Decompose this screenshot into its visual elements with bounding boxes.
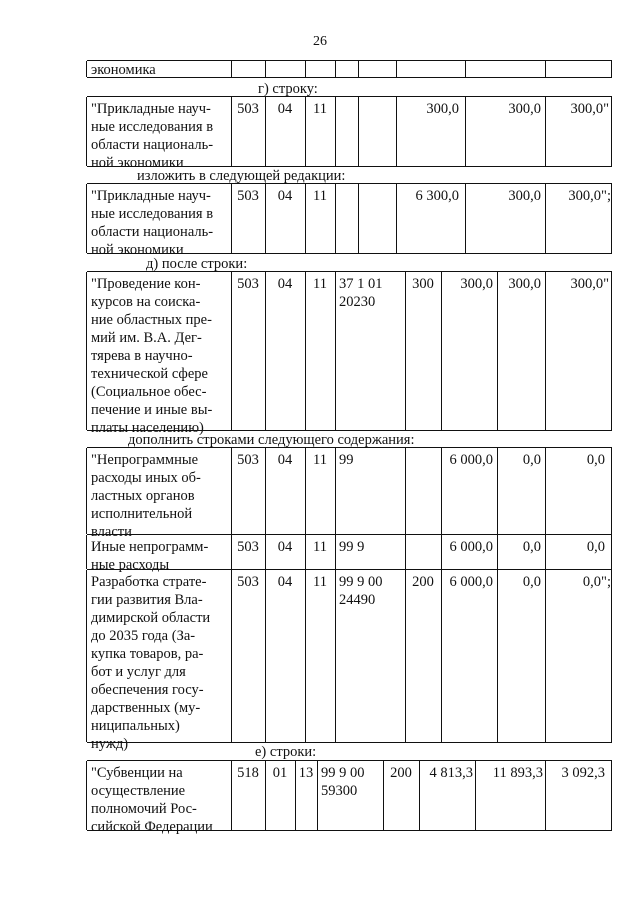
cell-pr: 11 xyxy=(313,452,327,468)
cell-gr: 503 xyxy=(237,276,259,292)
row-name: Разработка страте- гии развития Вла- димирской области до 2035 года (За- купка товаров, ра- бот и услуг для обеспечения госу- дарственных (му- ниципальных) нужд) xyxy=(91,574,211,752)
cell-sum-2: 300,0 xyxy=(508,276,541,292)
table-row xyxy=(87,96,612,171)
instruction-text: е) строки: xyxy=(255,744,317,760)
table-row xyxy=(87,447,612,540)
cell-gr: 503 xyxy=(237,188,259,204)
cell-pr: 11 xyxy=(313,276,327,292)
cell-rz: 04 xyxy=(277,574,293,590)
row-name: "Субвенции на осуществление полномочий Рос- сийской Федерации xyxy=(91,765,213,835)
cell-cs: 99 xyxy=(339,452,354,468)
cell-gr: 503 xyxy=(237,452,259,468)
cell-sum-2: 0,0 xyxy=(522,539,541,555)
table-row xyxy=(87,534,612,573)
instruction-text: г) строку: xyxy=(258,81,318,97)
cell-sum-3: 0,0 xyxy=(586,452,605,468)
cell-gr: 503 xyxy=(237,539,259,555)
cell-pr: 11 xyxy=(313,539,327,555)
cell-sum-2: 300,0 xyxy=(508,188,541,204)
cell-rz: 04 xyxy=(277,452,293,468)
cell-vr: 200 xyxy=(390,765,412,781)
cell-rz: 04 xyxy=(277,101,293,117)
cell-cs: 37 1 01 20230 xyxy=(339,276,383,310)
row-name: "Непрограммные расходы иных об- ластных органов исполнительной власти xyxy=(91,452,201,540)
cell-vr: 300 xyxy=(412,276,434,292)
cell-sum-3: 3 092,3 xyxy=(561,765,605,781)
cell-sum-2: 0,0 xyxy=(522,452,541,468)
cell-sum-1: 300,0 xyxy=(460,276,493,292)
instruction-text: дополнить строками следующего содержания: xyxy=(128,432,415,448)
instruction-text: д) после строки: xyxy=(146,256,248,272)
row-name: "Проведение кон- курсов на соиска- ние областных пре- мий им. В.А. Дег- тярева в научно- технической сфере (Социальное обес- печение и иные вы- платы населению) xyxy=(91,276,213,436)
cell-gr: 503 xyxy=(237,101,259,117)
cell-pr: 11 xyxy=(313,188,327,204)
table-row xyxy=(87,183,612,258)
cell-sum-3: 0,0 xyxy=(586,539,605,555)
cell-sum-1: 4 813,3 xyxy=(429,765,473,781)
cell-rz: 01 xyxy=(272,765,288,781)
cell-cs: 99 9 xyxy=(339,539,365,555)
cell-sum-1: 6 000,0 xyxy=(449,539,493,555)
cell-gr: 503 xyxy=(237,574,259,590)
cell-pr: 11 xyxy=(313,101,327,117)
cell-sum-2: 11 893,3 xyxy=(492,765,543,781)
row-name: экономика xyxy=(91,62,156,78)
cell-sum-3: 0,0"; xyxy=(582,574,611,590)
page-number: 26 xyxy=(313,34,327,49)
cell-sum-1: 300,0 xyxy=(426,101,459,117)
cell-cs: 99 9 00 24490 xyxy=(339,574,383,608)
cell-cs: 99 9 00 59300 xyxy=(321,765,365,799)
cell-sum-1: 6 000,0 xyxy=(449,574,493,590)
cell-rz: 04 xyxy=(277,539,293,555)
cell-sum-2: 300,0 xyxy=(508,101,541,117)
cell-sum-3: 300,0"; xyxy=(568,188,611,204)
table-row xyxy=(87,760,612,835)
cell-sum-1: 6 300,0 xyxy=(415,188,459,204)
cell-vr: 200 xyxy=(412,574,434,590)
instruction-text: изложить в следующей редакции: xyxy=(137,168,346,184)
table-row xyxy=(87,60,612,78)
cell-gr: 518 xyxy=(237,765,259,781)
cell-pr: 13 xyxy=(298,765,314,781)
cell-sum-3: 300,0" xyxy=(570,101,609,117)
row-name: "Прикладные науч- ные исследования в области националь- ной экономики xyxy=(91,101,214,171)
row-name: "Прикладные науч- ные исследования в области националь- ной экономики xyxy=(91,188,214,258)
table-row xyxy=(87,271,612,436)
cell-sum-3: 300,0" xyxy=(570,276,609,292)
cell-sum-1: 6 000,0 xyxy=(449,452,493,468)
cell-rz: 04 xyxy=(277,188,293,204)
cell-pr: 11 xyxy=(313,574,327,590)
row-name: Иные непрограмм- ные расходы xyxy=(91,539,209,573)
cell-sum-2: 0,0 xyxy=(522,574,541,590)
cell-rz: 04 xyxy=(277,276,293,292)
